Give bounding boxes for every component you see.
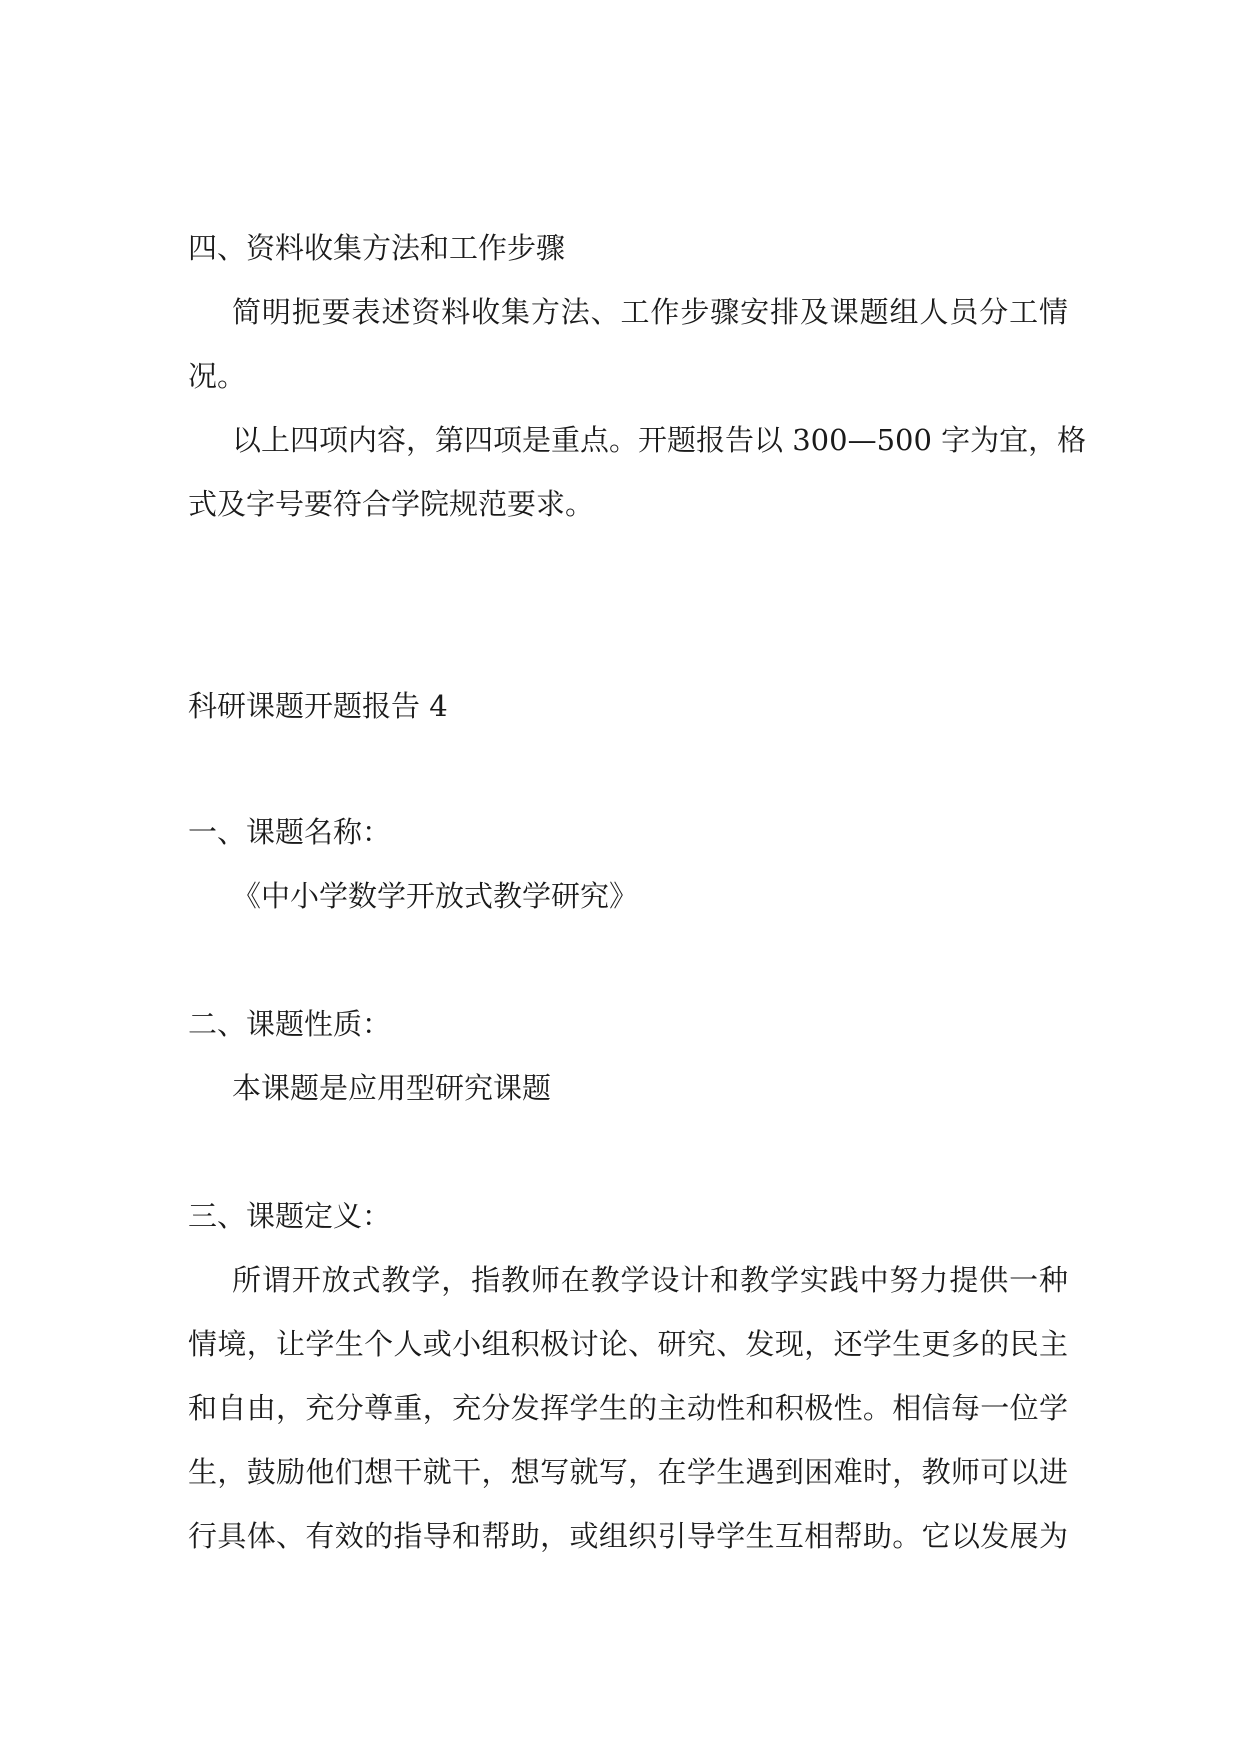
paragraph-line: 式及字号要符合学院规范要求。: [188, 487, 595, 521]
paragraph-line: 简明扼要表述资料收集方法、工作步骤安排及课题组人员分工情: [232, 295, 1068, 329]
section-heading-2: 二、课题性质：: [188, 1007, 392, 1041]
definition-line: 和自由，充分尊重，充分发挥学生的主动性和积极性。相信每一位学: [188, 1391, 1068, 1425]
topic-nature: 本课题是应用型研究课题: [232, 1071, 552, 1105]
paragraph-line: 以上四项内容，第四项是重点。开题报告以 300—500 字为宜，格: [232, 423, 1087, 457]
section-heading-3: 三、课题定义：: [188, 1199, 392, 1233]
definition-line: 所谓开放式教学，指教师在教学设计和教学实践中努力提供一种: [232, 1263, 1068, 1297]
section-heading-4: 四、资料收集方法和工作步骤: [188, 231, 566, 265]
definition-line: 情境，让学生个人或小组积极讨论、研究、发现，还学生更多的民主: [188, 1327, 1068, 1361]
report-title: 科研课题开题报告 4: [188, 689, 448, 723]
topic-name: 《中小学数学开放式教学研究》: [232, 879, 639, 913]
definition-line: 行具体、有效的指导和帮助，或组织引导学生互相帮助。它以发展为: [188, 1519, 1068, 1553]
section-heading-1: 一、课题名称：: [188, 815, 392, 849]
paragraph-line: 况。: [188, 359, 247, 393]
definition-line: 生，鼓励他们想干就干，想写就写，在学生遇到困难时，教师可以进: [188, 1455, 1068, 1489]
